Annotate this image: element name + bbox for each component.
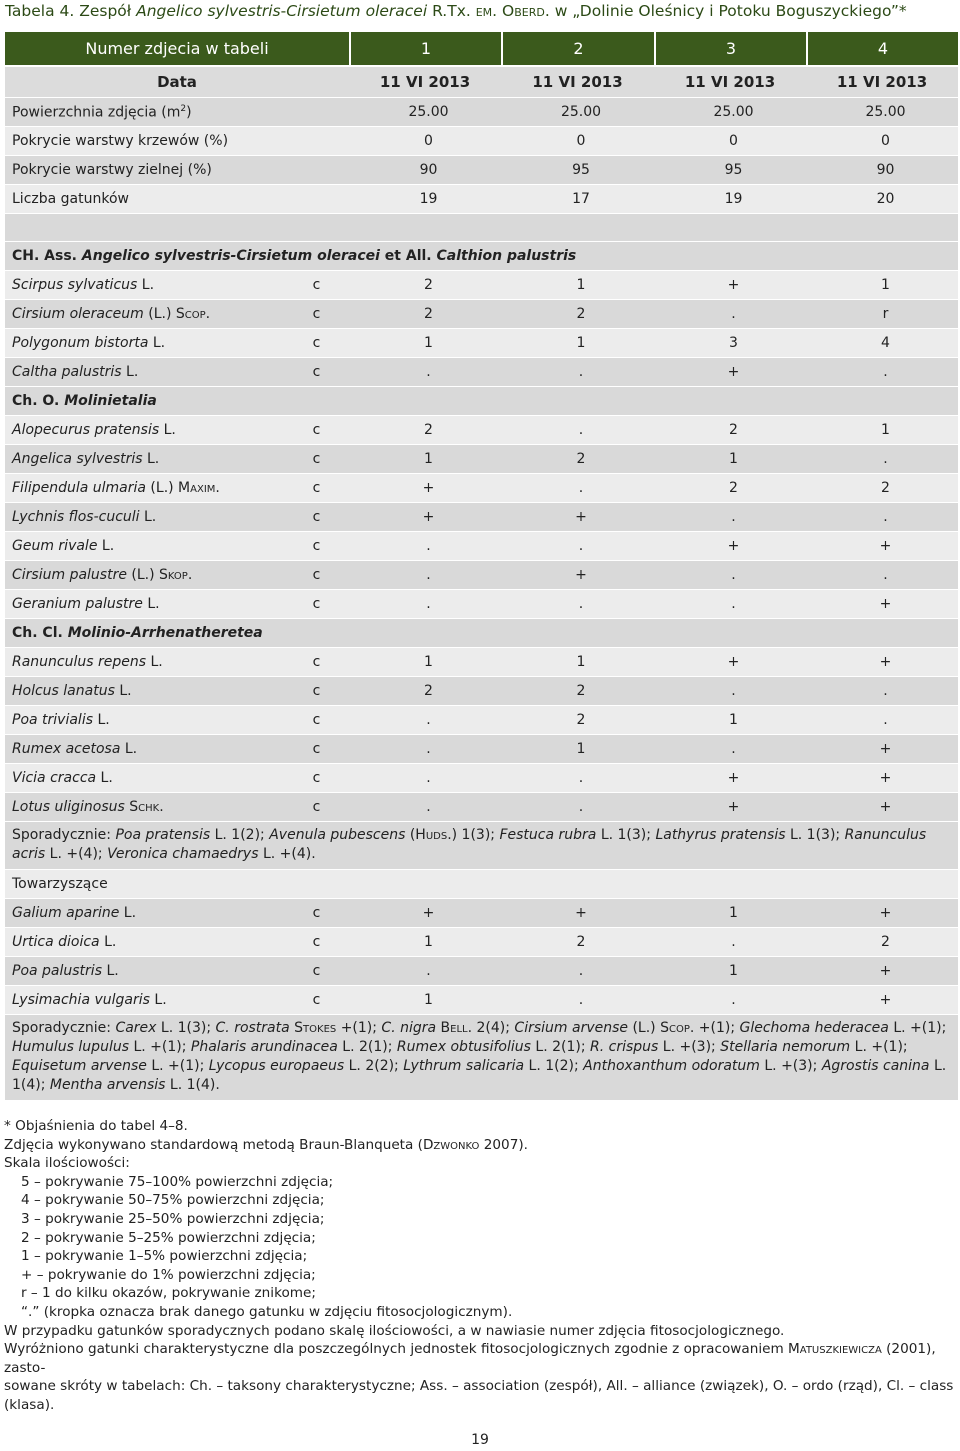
cover-value: .: [349, 590, 501, 619]
stat-row: [5, 127, 958, 156]
species-row: [5, 706, 958, 735]
cover-value: .: [806, 706, 958, 735]
cover-value: +: [806, 590, 958, 619]
species-name: Angelica sylvestris L.: [5, 445, 277, 474]
cover-value: 2: [349, 416, 501, 445]
header-col: 2: [501, 32, 654, 67]
note-line: sowane skróty w tabelach: Ch. – taksony charakterystyczne; Ass. – association (zespół), All. – alliance (związek), O. – ordo (rząd), Cl. – class (klasa).: [4, 1378, 954, 1413]
stat-value: 17: [501, 185, 654, 214]
cover-value: 2: [501, 677, 654, 706]
species-row: [5, 957, 958, 986]
cover-value: 2: [806, 928, 958, 957]
layer-code: c: [277, 764, 349, 793]
layer-code: c: [277, 928, 349, 957]
cover-value: .: [654, 503, 806, 532]
stat-value: 95: [654, 156, 806, 185]
note-line: W przypadku gatunków sporadycznych podano skalę ilościowości, a w nawiasie numer zdjęcia fitosocjologicznego.: [4, 1322, 785, 1339]
date-value: 11 VI 2013: [501, 67, 654, 98]
scale-item: + – pokrywanie do 1% powierzchni zdjęcia;: [21, 1266, 316, 1283]
section-header: CH. Ass. Angelico sylvestris-Cirsietum oleracei et All. Calthion palustris: [5, 242, 958, 271]
cover-value: .: [501, 532, 654, 561]
stat-value: 25.00: [501, 98, 654, 127]
layer-code: c: [277, 271, 349, 300]
companion-header: Towarzyszące: [5, 870, 958, 899]
cover-value: +: [806, 957, 958, 986]
cover-value: +: [349, 899, 501, 928]
stat-value: 0: [349, 127, 501, 156]
cover-value: 2: [654, 474, 806, 503]
note-line: Skala ilościowości:: [4, 1155, 130, 1172]
species-name: Holcus lanatus L.: [5, 677, 277, 706]
cover-value: 1: [806, 416, 958, 445]
sporadic-text: Sporadycznie: Carex L. 1(3); C. rostrata Stokes +(1); C. nigra Bell. 2(4); Cirsium arvense (L.) Scop. +(1); Glechoma hederacea L. +(1); Humulus lupulus L. +(1); Phalaris arundinacea L. 2(1); Rumex obtusifolius L. 2(1); R. crispus L. +(3); Stellaria nemorum L. +(1); Equisetum arvense L. +(1); Lycopus europaeus L. 2(2); Lythrum salicaria L. 1(2); Anthoxanthum odoratum L. +(3); Agrostis canina L. 1(4); Mentha arvensis L. 1(4).: [5, 1015, 958, 1101]
cover-value: +: [654, 793, 806, 822]
cover-value: 2: [806, 474, 958, 503]
species-row: [5, 793, 958, 822]
cover-value: 1: [349, 648, 501, 677]
layer-code: c: [277, 300, 349, 329]
cover-value: .: [654, 928, 806, 957]
species-row: [5, 474, 958, 503]
stat-value: 19: [349, 185, 501, 214]
layer-code: c: [277, 677, 349, 706]
scale-item: 3 – pokrywanie 25–50% powierzchni zdjęcia;: [21, 1210, 325, 1227]
spacer-row: [5, 214, 958, 242]
species-row: [5, 532, 958, 561]
stat-value: 25.00: [654, 98, 806, 127]
stat-value: 25.00: [806, 98, 958, 127]
species-row: [5, 561, 958, 590]
species-row: [5, 416, 958, 445]
cover-value: 2: [501, 445, 654, 474]
stat-value: 0: [806, 127, 958, 156]
header-label: Numer zdjecia w tabeli: [5, 32, 349, 67]
species-name: Geum rivale L.: [5, 532, 277, 561]
cover-value: 1: [501, 648, 654, 677]
scale-item: 5 – pokrywanie 75–100% powierzchni zdjęcia;: [21, 1173, 334, 1190]
cover-value: 2: [501, 706, 654, 735]
stat-value: 90: [349, 156, 501, 185]
cover-value: 4: [806, 329, 958, 358]
cover-value: .: [654, 561, 806, 590]
cover-value: +: [501, 899, 654, 928]
species-row: [5, 764, 958, 793]
header-col: 3: [654, 32, 806, 67]
cover-value: .: [349, 735, 501, 764]
species-row: [5, 590, 958, 619]
species-row: [5, 677, 958, 706]
cover-value: 1: [349, 928, 501, 957]
cover-value: 1: [654, 706, 806, 735]
stat-label: Pokrycie warstwy zielnej (%): [5, 156, 349, 185]
species-name: Alopecurus pratensis L.: [5, 416, 277, 445]
date-row: [5, 67, 958, 98]
cover-value: +: [806, 648, 958, 677]
species-name: Scirpus sylvaticus L.: [5, 271, 277, 300]
species-name: Galium aparine L.: [5, 899, 277, 928]
note-line: * Objaśnienia do tabel 4–8.: [4, 1118, 188, 1134]
cover-value: 1: [349, 445, 501, 474]
cover-value: 3: [654, 329, 806, 358]
stat-label: Liczba gatunków: [5, 185, 349, 214]
cover-value: 2: [501, 300, 654, 329]
species-row: [5, 271, 958, 300]
cover-value: +: [806, 532, 958, 561]
stat-value: 95: [501, 156, 654, 185]
date-label: Data: [5, 67, 349, 98]
cover-value: .: [501, 416, 654, 445]
cover-value: 2: [349, 300, 501, 329]
cover-value: 1: [501, 271, 654, 300]
date-value: 11 VI 2013: [654, 67, 806, 98]
cover-value: 1: [349, 986, 501, 1015]
stat-row: [5, 156, 958, 185]
stat-value: 0: [654, 127, 806, 156]
scale-item: 1 – pokrywanie 1–5% powierzchni zdjęcia;: [21, 1248, 308, 1265]
cover-value: .: [501, 986, 654, 1015]
stat-value: 25.00: [349, 98, 501, 127]
cover-value: .: [501, 793, 654, 822]
species-row: [5, 329, 958, 358]
cover-value: .: [349, 358, 501, 387]
cover-value: +: [654, 532, 806, 561]
cover-value: .: [806, 445, 958, 474]
stat-row: [5, 98, 958, 127]
species-name: Filipendula ulmaria (L.) Maxim.: [5, 474, 277, 503]
species-name: Rumex acetosa L.: [5, 735, 277, 764]
cover-value: +: [349, 503, 501, 532]
species-name: Lychnis flos-cuculi L.: [5, 503, 277, 532]
table-notes: [4, 1117, 959, 1415]
cover-value: +: [654, 648, 806, 677]
species-row: [5, 986, 958, 1015]
stat-label: Powierzchnia zdjęcia $(m^2)$: [5, 98, 349, 127]
cover-value: 1: [654, 445, 806, 474]
cover-value: .: [349, 957, 501, 986]
cover-value: .: [654, 735, 806, 764]
layer-code: c: [277, 793, 349, 822]
cover-value: .: [806, 561, 958, 590]
species-row: [5, 358, 958, 387]
species-row: [5, 300, 958, 329]
species-name: Geranium palustre L.: [5, 590, 277, 619]
cover-value: .: [654, 300, 806, 329]
species-row: [5, 648, 958, 677]
header-row: [5, 32, 958, 67]
species-row: [5, 735, 958, 764]
header-col: 4: [806, 32, 958, 67]
layer-code: c: [277, 474, 349, 503]
cover-value: +: [501, 561, 654, 590]
cover-value: +: [501, 503, 654, 532]
section-header: Ch. O. Molinietalia: [5, 387, 958, 416]
cover-value: +: [806, 986, 958, 1015]
sporadic-row: [5, 1015, 958, 1101]
cover-value: .: [349, 793, 501, 822]
cover-value: .: [654, 590, 806, 619]
layer-code: c: [277, 503, 349, 532]
cover-value: +: [654, 764, 806, 793]
cover-value: .: [806, 358, 958, 387]
page-number: 19: [471, 1432, 489, 1448]
species-name: Lotus uliginosus Schk.: [5, 793, 277, 822]
cover-value: 2: [349, 271, 501, 300]
cover-value: .: [806, 677, 958, 706]
layer-code: c: [277, 986, 349, 1015]
scale-item: 2 – pokrywanie 5–25% powierzchni zdjęcia;: [21, 1229, 316, 1246]
species-row: [5, 928, 958, 957]
species-name: Polygonum bistorta L.: [5, 329, 277, 358]
cover-value: .: [654, 986, 806, 1015]
sporadic-text: Sporadycznie: Poa pratensis L. 1(2); Avenula pubescens (Huds.) 1(3); Festuca rubra L. 1(3); Lathyrus pratensis L. 1(3); Ranunculus acris L. +(4); Veronica chamaedrys L. +(4).: [5, 822, 958, 870]
cover-value: .: [501, 474, 654, 503]
cover-value: 2: [654, 416, 806, 445]
species-name: Caltha palustris L.: [5, 358, 277, 387]
cover-value: +: [806, 793, 958, 822]
layer-code: c: [277, 957, 349, 986]
note-line: Zdjęcia wykonywano standardową metodą Braun-Blanqueta (Dzwonko 2007).: [4, 1136, 528, 1153]
scale-item: 4 – pokrywanie 50–75% powierzchni zdjęcia;: [21, 1192, 325, 1209]
cover-value: 2: [501, 928, 654, 957]
layer-code: c: [277, 416, 349, 445]
layer-code: c: [277, 648, 349, 677]
stat-value: 0: [501, 127, 654, 156]
cover-value: .: [501, 764, 654, 793]
cover-value: .: [349, 764, 501, 793]
cover-value: +: [349, 474, 501, 503]
layer-code: c: [277, 358, 349, 387]
releve-table: [5, 32, 958, 1101]
cover-value: 2: [349, 677, 501, 706]
cover-value: +: [654, 271, 806, 300]
species-row: [5, 899, 958, 928]
stat-label: Pokrycie warstwy krzewów (%): [5, 127, 349, 156]
layer-code: c: [277, 329, 349, 358]
species-name: Ranunculus repens L.: [5, 648, 277, 677]
cover-value: +: [806, 899, 958, 928]
species-name: Cirsium palustre (L.) Skop.: [5, 561, 277, 590]
species-name: Urtica dioica L.: [5, 928, 277, 957]
cover-value: .: [501, 590, 654, 619]
sporadic-row: [5, 822, 958, 870]
section-header: Ch. Cl. Molinio-Arrhenatheretea: [5, 619, 958, 648]
cover-value: .: [501, 358, 654, 387]
cover-value: .: [349, 706, 501, 735]
cover-value: +: [806, 764, 958, 793]
cover-value: .: [806, 503, 958, 532]
species-name: Poa palustris L.: [5, 957, 277, 986]
layer-code: c: [277, 899, 349, 928]
cover-value: .: [349, 561, 501, 590]
cover-value: 1: [806, 271, 958, 300]
stat-row: [5, 185, 958, 214]
layer-code: c: [277, 706, 349, 735]
layer-code: c: [277, 590, 349, 619]
species-row: [5, 503, 958, 532]
scale-item: r – 1 do kilku okazów, pokrywanie znikome;: [21, 1285, 316, 1302]
cover-value: +: [806, 735, 958, 764]
species-name: Vicia cracca L.: [5, 764, 277, 793]
cover-value: 1: [654, 899, 806, 928]
date-value: 11 VI 2013: [349, 67, 501, 98]
cover-value: +: [654, 358, 806, 387]
stat-value: 90: [806, 156, 958, 185]
species-row: [5, 445, 958, 474]
note-line: Wyróżniono gatunki charakterystyczne dla poszczególnych jednostek fitosocjologicznych zgodnie z opracowaniem Matuszkiewicza (2001), zasto-: [4, 1341, 936, 1376]
cover-value: 1: [501, 735, 654, 764]
species-name: Cirsium oleraceum (L.) Scop.: [5, 300, 277, 329]
stat-value: 20: [806, 185, 958, 214]
scale-item: “.” (kropka oznacza brak danego gatunku w zdjęciu fitosocjologicznym).: [21, 1303, 513, 1320]
cover-value: .: [501, 957, 654, 986]
cover-value: 1: [654, 957, 806, 986]
cover-value: 1: [349, 329, 501, 358]
cover-value: r: [806, 300, 958, 329]
cover-value: .: [654, 677, 806, 706]
header-col: 1: [349, 32, 501, 67]
cover-value: 1: [501, 329, 654, 358]
layer-code: c: [277, 735, 349, 764]
cover-value: .: [349, 532, 501, 561]
species-name: Lysimachia vulgaris L.: [5, 986, 277, 1015]
layer-code: c: [277, 561, 349, 590]
table-caption: Tabela 4. Zespół Angelico sylvestris-Cirsietum oleracei R.Tx. em. Oberd. w „Dolinie Oleśnicy i Potoku Boguszyckiego”*: [5, 2, 907, 20]
species-name: Poa trivialis L.: [5, 706, 277, 735]
date-value: 11 VI 2013: [806, 67, 958, 98]
stat-value: 19: [654, 185, 806, 214]
layer-code: c: [277, 532, 349, 561]
layer-code: c: [277, 445, 349, 474]
